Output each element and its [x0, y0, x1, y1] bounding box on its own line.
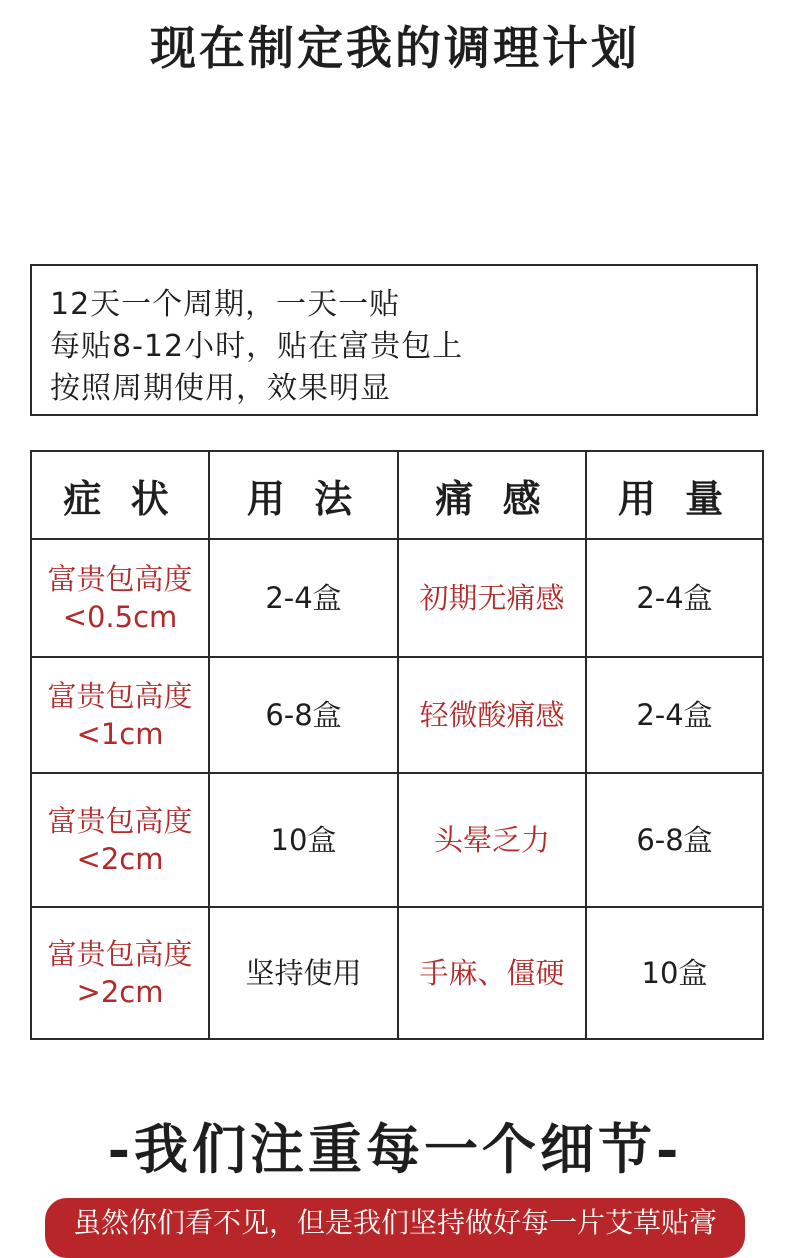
usage-cell: 10盒 [209, 773, 398, 907]
pain-cell: 手麻、僵硬 [398, 907, 586, 1039]
info-line-cycle: 12天一个周期，一天一贴 [50, 287, 401, 322]
dosage-cell: 2-4盒 [586, 657, 763, 773]
pain-cell: 初期无痛感 [398, 539, 586, 657]
dosage-cell: 2-4盒 [586, 539, 763, 657]
plan-table [30, 450, 764, 1040]
table-header-row [31, 451, 763, 539]
info-box [30, 264, 758, 416]
usage-cell: 2-4盒 [209, 539, 398, 657]
symptom-cell [31, 657, 209, 773]
symptom-height: >2cm [76, 975, 164, 1009]
info-line-duration: 每贴8-12小时，贴在富贵包上 [50, 329, 464, 364]
symptom-height: <2cm [76, 842, 164, 876]
page-title: 现在制定我的调理计划 [150, 21, 640, 75]
table-row [31, 539, 763, 657]
symptom-cell [31, 907, 209, 1039]
pain-cell: 头晕乏力 [398, 773, 586, 907]
symptom-cell [31, 773, 209, 907]
table-row [31, 907, 763, 1039]
header-symptom: 症 状 [31, 451, 209, 539]
header-dosage: 用 量 [586, 451, 763, 539]
pain-cell: 轻微酸痛感 [398, 657, 586, 773]
header-pain: 痛 感 [398, 451, 586, 539]
symptom-label: 富贵包高度 [47, 804, 193, 838]
footer-title: -我们注重每一个细节- [107, 1117, 683, 1181]
usage-cell: 坚持使用 [209, 907, 398, 1039]
symptom-label: 富贵包高度 [47, 679, 193, 713]
symptom-cell [31, 539, 209, 657]
table-row [31, 773, 763, 907]
dosage-cell: 10盒 [586, 907, 763, 1039]
symptom-height: <1cm [76, 717, 164, 751]
dosage-cell: 6-8盒 [586, 773, 763, 907]
bottom-banner: 虽然你们看不见，但是我们坚持做好每一片艾草贴膏 [45, 1198, 745, 1258]
symptom-height: <0.5cm [62, 600, 178, 634]
symptom-label: 富贵包高度 [47, 562, 193, 596]
usage-cell: 6-8盒 [209, 657, 398, 773]
symptom-label: 富贵包高度 [47, 937, 193, 971]
header-usage: 用 法 [209, 451, 398, 539]
table-row [31, 657, 763, 773]
info-line-effect: 按照周期使用，效果明显 [50, 371, 391, 406]
